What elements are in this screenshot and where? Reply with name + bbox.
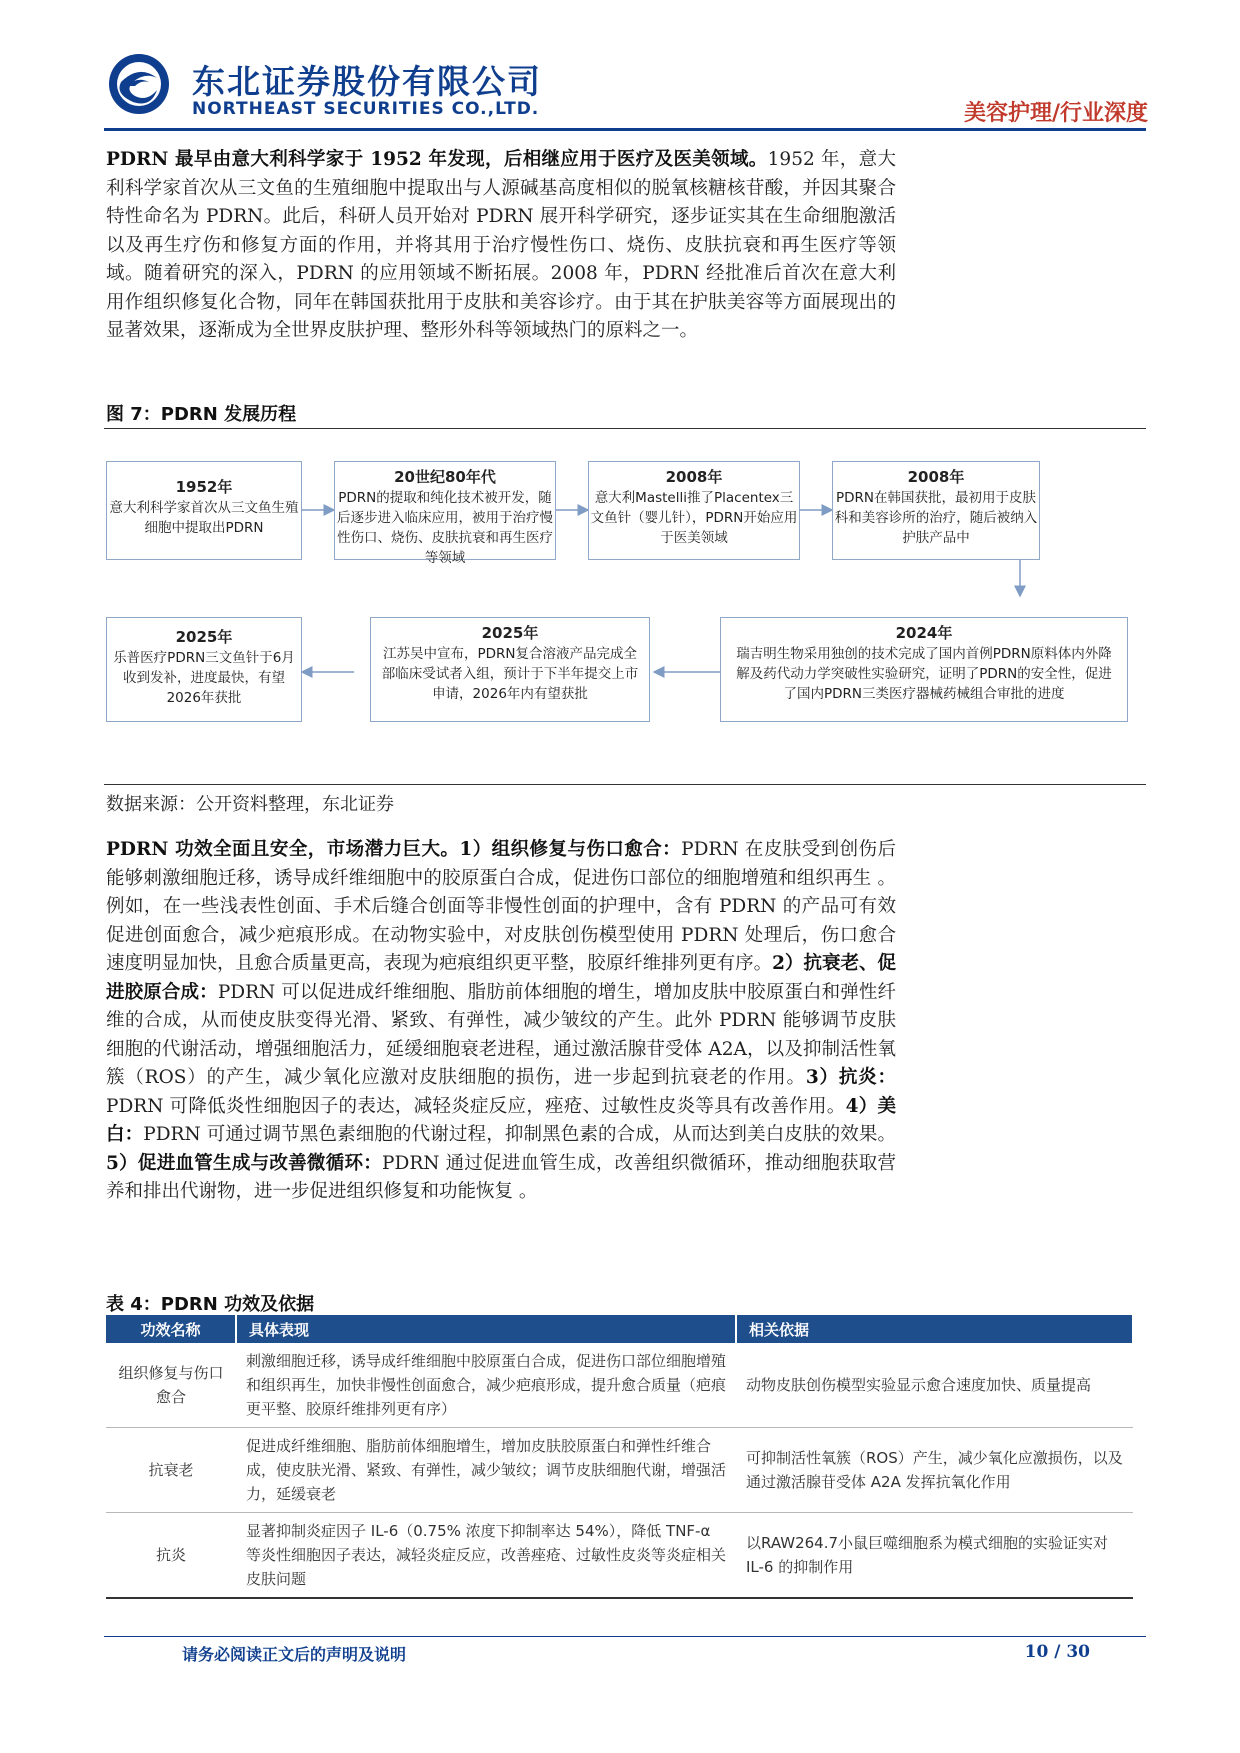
timeline-text: 意大利Mastelli推了Placentex三文鱼针（婴儿针），PDRN开始应用于医美领域 (590, 490, 798, 546)
timeline-box-2008-korea (832, 461, 1040, 560)
intro-lead: PDRN 最早由意大利科学家于 1952 年发现，后相继应用于医疗及医美领域。 (106, 149, 768, 170)
table-cell-detail: 刺激细胞迁移，诱导成纤维细胞中胶原蛋白合成，促进伤口部位细胞增殖和组织再生，加快非慢性创面愈合，减少疤痕形成，提升愈合质量（疤痕更平整、胶原纤维排列更有序） (236, 1343, 736, 1428)
timeline-box-2024 (720, 617, 1128, 722)
efficacy-table (106, 1315, 1134, 1599)
page-number: 10 / 30 (1024, 1642, 1090, 1662)
table-header-name: 功效名称 (106, 1315, 236, 1343)
efficacy-heading-5: 5）促进血管生成与改善微循环： (106, 1152, 383, 1174)
timeline-text: 乐普医疗PDRN三文鱼针于6月收到发补，进度最快，有望2026年获批 (113, 650, 295, 706)
timeline-text: 江苏吴中宣布，PDRN复合溶液产品完成全部临床受试者入组，预计于下半年提交上市申请，2026年内有望获批 (381, 646, 639, 702)
timeline-box-2025-wuzhong (370, 617, 650, 722)
table-header-row (106, 1315, 1133, 1343)
footer-disclaimer: 请务必阅读正文后的声明及说明 (182, 1645, 407, 1664)
figure-source: 数据来源：公开资料整理，东北证券 (106, 794, 394, 815)
figure-title: 图 7：PDRN 发展历程 (106, 404, 297, 425)
timeline-text: PDRN在韩国获批，最初用于皮肤科和美容诊所的治疗，随后被纳入护肤产品中 (834, 490, 1038, 546)
report-type: 美容护理/行业深度 (963, 101, 1148, 126)
timeline-box-1952 (106, 461, 302, 560)
timeline-year: 2008年 (665, 468, 723, 486)
timeline-year: 2025年 (175, 628, 233, 646)
table-cell-name: 抗衰老 (106, 1428, 236, 1513)
efficacy-text-4: PDRN 可通过调节黑色素细胞的代谢过程，抑制黑色素的合成，从而达到美白皮肤的效果。 (143, 1124, 896, 1145)
timeline-year: 20世纪80年代 (394, 468, 496, 486)
efficacy-heading-1: 1）组织修复与伤口愈合： (459, 839, 682, 860)
table-header-basis: 相关依据 (736, 1315, 1133, 1343)
timeline-year: 2024年 (895, 624, 953, 642)
table-row (106, 1428, 1133, 1513)
efficacy-paragraph (106, 836, 896, 1207)
timeline-text: 瑞吉明生物采用独创的技术完成了国内首例PDRN原料体内外降解及药代动力学突破性实验研究，证明了PDRN的安全性，促进了国内PDRN三类医疗器械药械组合审批的进度 (736, 646, 1112, 702)
efficacy-lead: PDRN 功效全面且安全，市场潜力巨大。 (106, 839, 460, 860)
timeline-text: PDRN的提取和纯化技术被开发，随后逐步进入临床应用，被用于治疗慢性伤口、烧伤、皮肤抗衰和再生医疗等领域 (337, 490, 553, 566)
timeline-year: 2025年 (481, 624, 539, 642)
table-row (106, 1343, 1133, 1428)
table-cell-detail: 促进成纤维细胞、脂肪前体细胞增生，增加皮肤胶原蛋白和弹性纤维合成，使皮肤光滑、紧致、有弹性，减少皱纹；调节皮肤细胞代谢，增强活力，延缓衰老 (236, 1428, 736, 1513)
table-header-detail: 具体表现 (236, 1315, 736, 1343)
timeline-year: 2008年 (907, 468, 965, 486)
efficacy-heading-3: 3）抗炎： (805, 1067, 897, 1088)
timeline-box-1980s (334, 461, 556, 566)
table-row (106, 1513, 1133, 1599)
table-cell-detail: 显著抑制炎症因子 IL-6（0.75% 浓度下抑制率达 54%），降低 TNF-α 等炎性细胞因子表达，减轻炎症反应，改善痤疮、过敏性皮炎等炎症相关皮肤问题 (236, 1513, 736, 1599)
efficacy-text-5: PDRN 通过促进血管生成，改善组织微循环，推动细胞获取营养和排出代谢物，进一步促进组织修复和功能恢复 。 (106, 1152, 896, 1202)
table-cell-basis: 以RAW264.7小鼠巨噬细胞系为模式细胞的实验证实对 IL-6 的抑制作用 (736, 1513, 1133, 1599)
table-title: 表 4：PDRN 功效及依据 (106, 1294, 315, 1315)
table-cell-basis: 可抑制活性氧簇（ROS）产生，减少氧化应激损伤，以及通过激活腺苷受体 A2A 发挥抗氧化作用 (736, 1428, 1133, 1513)
timeline-box-2008-italy (588, 461, 800, 560)
header-divider (104, 128, 1146, 131)
efficacy-heading-4: 4）美白： (106, 1095, 897, 1145)
figure-top-rule (104, 428, 1146, 429)
efficacy-text-1: PDRN 在皮肤受到创伤后能够刺激细胞迁移，诱导成纤维细胞中的胶原蛋白合成，促进伤口部位的细胞增殖和组织再生 。例如，在一些浅表性创面、手术后缝合创面等非慢性创面的护理中，含有 PDRN 的产品可有效促进创面愈合，减少疤痕形成。在动物实验中，对皮肤创伤模型使用 PDRN 处理后，伤口愈合速度明显加快，且愈合质量更高，表现为疤痕组织更平整，胶原纤维排列更有序。 (106, 839, 897, 974)
efficacy-text-2: PDRN 可以促进成纤维细胞、脂肪前体细胞的增生，增加皮肤中胶原蛋白和弹性纤维的合成，从而使皮肤变得光滑、紧致、有弹性，减少皱纹的产生。此外 PDRN 能够调节皮肤细胞的代谢活动，增强细胞活力，延缓细胞衰老进程，通过激活腺苷受体 A2A，以及抑制活性氧簇（ROS）的产生，减少氧化应激对皮肤细胞的损伤，进一步起到抗衰老的作用。 (106, 981, 896, 1088)
efficacy-text-3: PDRN 可降低炎性细胞因子的表达，减轻炎症反应，痤疮、过敏性皮炎等具有改善作用。 (106, 1095, 846, 1117)
table-cell-name: 抗炎 (106, 1513, 236, 1599)
intro-paragraph (106, 146, 896, 346)
timeline-box-2025-lepu (106, 617, 302, 722)
efficacy-heading-2: 2）抗衰老、促进胶原合成： (106, 953, 896, 1003)
timeline-text: 意大利科学家首次从三文鱼生殖细胞中提取出PDRN (109, 500, 299, 536)
company-name-cn: 东北证券股份有限公司 (192, 62, 542, 101)
figure-bottom-rule (104, 784, 1146, 785)
footer-divider (104, 1636, 1146, 1637)
table-cell-name: 组织修复与伤口愈合 (106, 1343, 236, 1428)
timeline-year: 1952年 (175, 478, 233, 496)
table-cell-basis: 动物皮肤创伤模型实验显示愈合速度加快、质量提高 (736, 1343, 1133, 1428)
company-name-en: NORTHEAST SECURITIES CO.,LTD. (192, 99, 540, 119)
company-logo-icon (107, 52, 171, 116)
intro-body: 1952 年，意大利科学家首次从三文鱼的生殖细胞中提取出与人源碱基高度相似的脱氧核糖核苷酸，并因其聚合特性命名为 PDRN。此后，科研人员开始对 PDRN 展开科学研究，逐步证实其在生命细胞激活以及再生疗伤和修复方面的作用，并将其用于治疗慢性伤口、烧伤、皮肤抗衰和再生医疗等领域。随着研究的深入，PDRN 的应用领域不断拓展。2008 年，PDRN 经批准后首次在意大利用作组织修复化合物，同年在韩国获批用于皮肤和美容诊疗。由于其在护肤美容等方面展现出的显著效果，逐渐成为全世界皮肤护理、整形外科等领域热门的原料之一。 (106, 149, 896, 341)
